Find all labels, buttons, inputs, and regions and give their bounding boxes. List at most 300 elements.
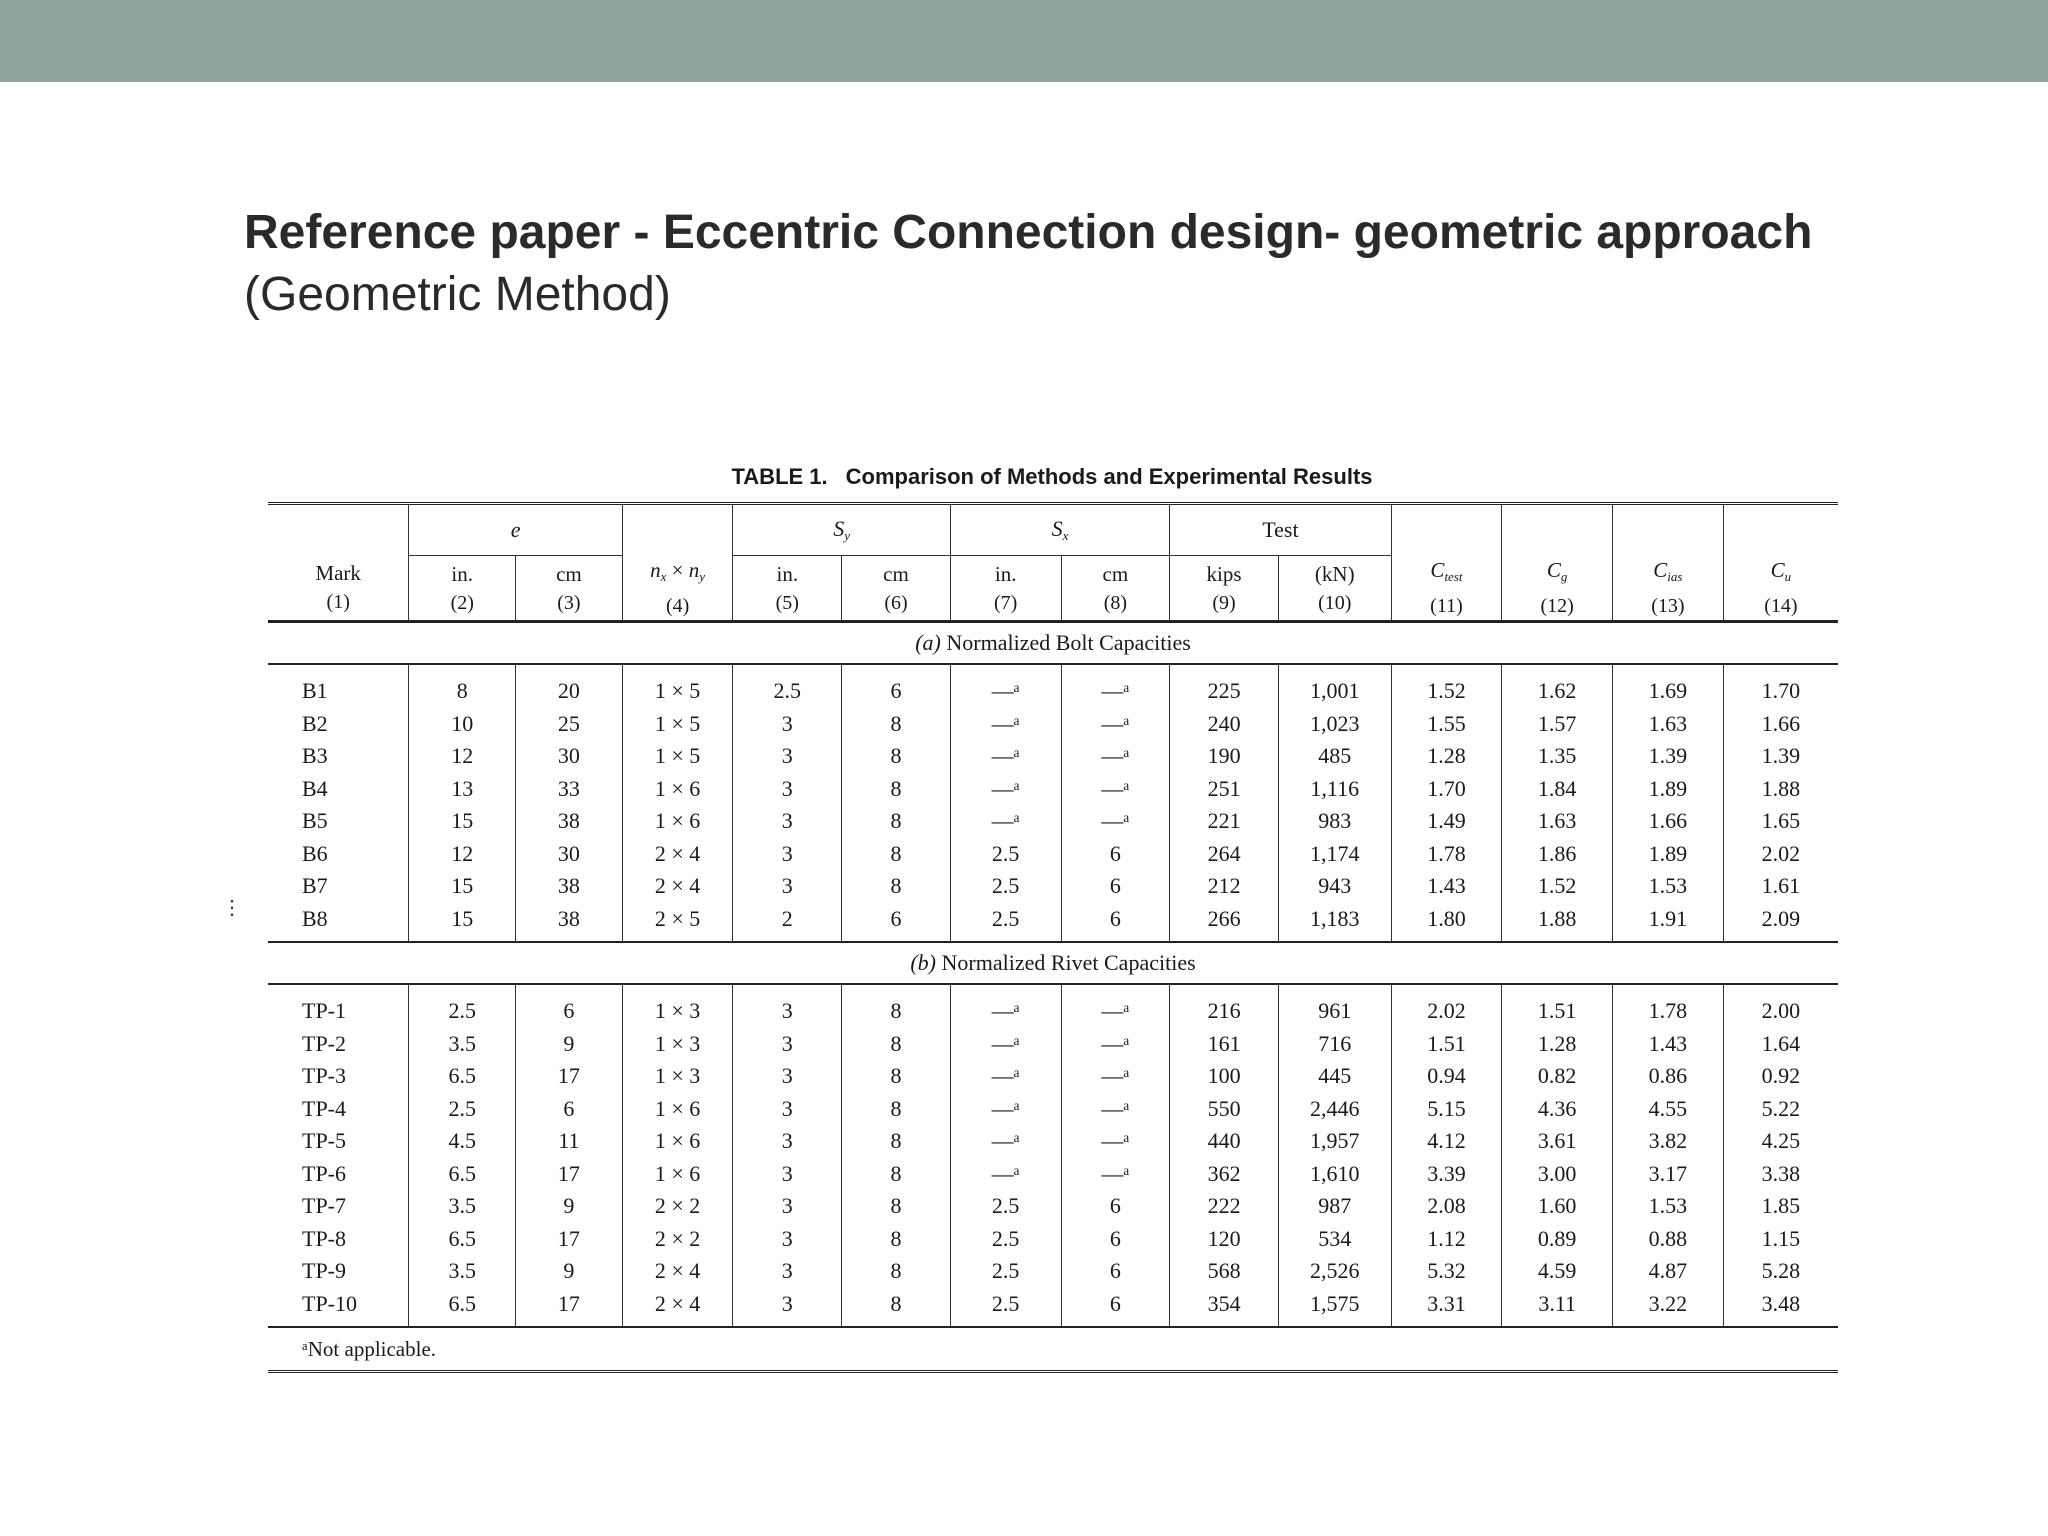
column-header: nx × ny (4) bbox=[622, 556, 733, 622]
table-cell: 1,610 bbox=[1278, 1158, 1391, 1191]
table-cell: 3 bbox=[733, 1093, 842, 1126]
row-mark: B4 bbox=[302, 775, 328, 801]
table-caption-label: TABLE 1. bbox=[731, 464, 828, 489]
table-cell: 225 bbox=[1170, 664, 1279, 708]
table-cell: 485 bbox=[1278, 740, 1391, 773]
row-mark: TP-7 bbox=[302, 1193, 346, 1219]
table-cell: 8 bbox=[409, 664, 516, 708]
header-blank bbox=[1502, 504, 1613, 556]
table-cell: 1.69 bbox=[1613, 664, 1724, 708]
table-cell: 8 bbox=[842, 805, 951, 838]
row-mark: TP-8 bbox=[302, 1225, 346, 1251]
table-cell: —ᵃ bbox=[950, 1060, 1061, 1093]
table-row bbox=[268, 1125, 1838, 1158]
table-cell: 1 × 6 bbox=[622, 1093, 733, 1126]
table-cell: 1.91 bbox=[1613, 903, 1724, 943]
table-footnote: ᵃNot applicable. bbox=[302, 1336, 437, 1361]
table-cell: 2.5 bbox=[950, 1223, 1061, 1256]
table-cell: 1,023 bbox=[1278, 708, 1391, 741]
table-row bbox=[268, 740, 1838, 773]
column-header: Ctest (11) bbox=[1391, 556, 1502, 622]
table-cell: 0.82 bbox=[1502, 1060, 1613, 1093]
table-cell: 1.63 bbox=[1613, 708, 1724, 741]
table-cell: 3 bbox=[733, 1223, 842, 1256]
column-header: kips (9) bbox=[1170, 556, 1279, 622]
table-cell: 3.17 bbox=[1613, 1158, 1724, 1191]
table-cell: 38 bbox=[516, 903, 623, 943]
table-cell: 550 bbox=[1170, 1093, 1279, 1126]
table-cell: 1,957 bbox=[1278, 1125, 1391, 1158]
table-cell: 1.39 bbox=[1723, 740, 1838, 773]
row-mark: B6 bbox=[302, 840, 328, 866]
table-cell: 2 × 4 bbox=[622, 838, 733, 871]
table-cell: —ᵃ bbox=[1061, 1158, 1170, 1191]
table-cell: 1.28 bbox=[1391, 740, 1502, 773]
table-cell: 17 bbox=[516, 1288, 623, 1328]
table-cell: 8 bbox=[842, 984, 951, 1028]
table-cell: 3.31 bbox=[1391, 1288, 1502, 1328]
table-cell: 5.32 bbox=[1391, 1255, 1502, 1288]
table-cell: 1.15 bbox=[1723, 1223, 1838, 1256]
column-header: (kN) (10) bbox=[1278, 556, 1391, 622]
table-cell: 1.28 bbox=[1502, 1028, 1613, 1061]
table-cell: 568 bbox=[1170, 1255, 1279, 1288]
table-cell: 3 bbox=[733, 708, 842, 741]
table-cell: 6 bbox=[1061, 1255, 1170, 1288]
table-cell: 13 bbox=[409, 773, 516, 806]
table-cell: —ᵃ bbox=[1061, 773, 1170, 806]
table-cell: 1,001 bbox=[1278, 664, 1391, 708]
table-cell: 1.85 bbox=[1723, 1190, 1838, 1223]
table-cell: 1.63 bbox=[1502, 805, 1613, 838]
table-cell: 943 bbox=[1278, 870, 1391, 903]
table-cell: 3 bbox=[733, 740, 842, 773]
table-cell: 2.5 bbox=[950, 870, 1061, 903]
table-row bbox=[268, 1288, 1838, 1328]
table-cell: 30 bbox=[516, 740, 623, 773]
row-mark: B8 bbox=[302, 905, 328, 931]
table-cell: 212 bbox=[1170, 870, 1279, 903]
table-cell: 8 bbox=[842, 838, 951, 871]
table-cell: 1.86 bbox=[1502, 838, 1613, 871]
row-mark: TP-10 bbox=[302, 1290, 357, 1316]
table-cell: 264 bbox=[1170, 838, 1279, 871]
table-cell: —ᵃ bbox=[1061, 664, 1170, 708]
table-cell: 3.5 bbox=[409, 1255, 516, 1288]
table-cell: 12 bbox=[409, 740, 516, 773]
section-header-rivet: (b) Normalized Rivet Capacities bbox=[268, 942, 1838, 984]
table-cell: 1,183 bbox=[1278, 903, 1391, 943]
table-cell: 3 bbox=[733, 1255, 842, 1288]
table-cell: 3 bbox=[733, 1060, 842, 1093]
table-cell: 1 × 6 bbox=[622, 1125, 733, 1158]
table-cell: —ᵃ bbox=[1061, 708, 1170, 741]
table-cell: 1.62 bbox=[1502, 664, 1613, 708]
table-cell: 1.52 bbox=[1391, 664, 1502, 708]
table-cell: 25 bbox=[516, 708, 623, 741]
table-cell: 17 bbox=[516, 1223, 623, 1256]
table-cell: 6 bbox=[842, 903, 951, 943]
table-cell: 5.15 bbox=[1391, 1093, 1502, 1126]
table-cell: 5.22 bbox=[1723, 1093, 1838, 1126]
table-cell: 8 bbox=[842, 1125, 951, 1158]
table-row bbox=[268, 1190, 1838, 1223]
table-cell: 2 × 4 bbox=[622, 1288, 733, 1328]
table-caption-text: Comparison of Methods and Experimental Results bbox=[845, 464, 1373, 489]
table-cell: 3 bbox=[733, 870, 842, 903]
table-cell: 1 × 6 bbox=[622, 805, 733, 838]
table-row bbox=[268, 984, 1838, 1028]
table-cell: 3 bbox=[733, 1125, 842, 1158]
table-row bbox=[268, 1060, 1838, 1093]
table-cell: 2.09 bbox=[1723, 903, 1838, 943]
table-cell: 1 × 3 bbox=[622, 984, 733, 1028]
table-cell: 1,174 bbox=[1278, 838, 1391, 871]
table-cell: —ᵃ bbox=[950, 1028, 1061, 1061]
table-row bbox=[268, 838, 1838, 871]
row-mark: TP-1 bbox=[302, 998, 346, 1024]
table-cell: —ᵃ bbox=[950, 773, 1061, 806]
table-cell: 17 bbox=[516, 1158, 623, 1191]
table-cell: —ᵃ bbox=[1061, 1060, 1170, 1093]
table-cell: 2.5 bbox=[733, 664, 842, 708]
table-cell: 3.61 bbox=[1502, 1125, 1613, 1158]
table-cell: 1 × 6 bbox=[622, 1158, 733, 1191]
table-cell: 1.43 bbox=[1613, 1028, 1724, 1061]
table-cell: 1.66 bbox=[1613, 805, 1724, 838]
header-blank bbox=[268, 504, 409, 556]
table-cell: 1.53 bbox=[1613, 1190, 1724, 1223]
column-header: Cg (12) bbox=[1502, 556, 1613, 622]
row-mark: B3 bbox=[302, 743, 328, 769]
table-cell: 9 bbox=[516, 1255, 623, 1288]
table-cell: —ᵃ bbox=[950, 1093, 1061, 1126]
table-cell: —ᵃ bbox=[950, 1158, 1061, 1191]
table-cell: 33 bbox=[516, 773, 623, 806]
table-cell: 8 bbox=[842, 708, 951, 741]
table-cell: 1.88 bbox=[1723, 773, 1838, 806]
table-cell: 445 bbox=[1278, 1060, 1391, 1093]
table-cell: 9 bbox=[516, 1028, 623, 1061]
bolt-rows bbox=[268, 664, 1838, 942]
group-header-sy: Sy bbox=[733, 504, 950, 556]
table-cell: 2 × 2 bbox=[622, 1190, 733, 1223]
table-cell: 1.70 bbox=[1391, 773, 1502, 806]
table-cell: 3.00 bbox=[1502, 1158, 1613, 1191]
table-cell: 8 bbox=[842, 1093, 951, 1126]
table-cell: 8 bbox=[842, 1288, 951, 1328]
table-cell: 4.5 bbox=[409, 1125, 516, 1158]
table-cell: 3 bbox=[733, 773, 842, 806]
table-row bbox=[268, 805, 1838, 838]
table-cell: 1 × 5 bbox=[622, 740, 733, 773]
table-row bbox=[268, 1028, 1838, 1061]
table-cell: 11 bbox=[516, 1125, 623, 1158]
slide-title-line: Reference paper - Eccentric Connection design- geometric approach bbox=[244, 206, 1813, 259]
table-cell: 2.02 bbox=[1723, 838, 1838, 871]
table-cell: 0.94 bbox=[1391, 1060, 1502, 1093]
table-cell: 2.5 bbox=[950, 1255, 1061, 1288]
table-cell: 716 bbox=[1278, 1028, 1391, 1061]
table-cell: 8 bbox=[842, 1060, 951, 1093]
table-cell: 216 bbox=[1170, 984, 1279, 1028]
side-marks: ⋮ bbox=[222, 895, 242, 919]
table-cell: 10 bbox=[409, 708, 516, 741]
column-header: in. (2) bbox=[409, 556, 516, 622]
column-header: in. (5) bbox=[733, 556, 842, 622]
table-cell: 15 bbox=[409, 805, 516, 838]
table-cell: 1.80 bbox=[1391, 903, 1502, 943]
table-cell: 251 bbox=[1170, 773, 1279, 806]
table-cell: 8 bbox=[842, 1223, 951, 1256]
table-cell: 2,526 bbox=[1278, 1255, 1391, 1288]
table-cell: 3.5 bbox=[409, 1190, 516, 1223]
table-cell: 1.88 bbox=[1502, 903, 1613, 943]
table-cell: 15 bbox=[409, 903, 516, 943]
table-row bbox=[268, 1093, 1838, 1126]
row-mark: B1 bbox=[302, 678, 328, 704]
table-cell: 1.65 bbox=[1723, 805, 1838, 838]
table-cell: 0.86 bbox=[1613, 1060, 1724, 1093]
table-cell: 100 bbox=[1170, 1060, 1279, 1093]
column-header: Cias (13) bbox=[1613, 556, 1724, 622]
table-cell: 17 bbox=[516, 1060, 623, 1093]
table-cell: 38 bbox=[516, 805, 623, 838]
table-cell: —ᵃ bbox=[1061, 1028, 1170, 1061]
table-cell: 1 × 5 bbox=[622, 708, 733, 741]
table-cell: 1.78 bbox=[1391, 838, 1502, 871]
table-cell: 534 bbox=[1278, 1223, 1391, 1256]
table-cell: 190 bbox=[1170, 740, 1279, 773]
table-cell: 1.64 bbox=[1723, 1028, 1838, 1061]
table-cell: 1.66 bbox=[1723, 708, 1838, 741]
row-mark: TP-5 bbox=[302, 1128, 346, 1154]
table-cell: 2.00 bbox=[1723, 984, 1838, 1028]
table-cell: 1.12 bbox=[1391, 1223, 1502, 1256]
table-cell: 2.5 bbox=[409, 984, 516, 1028]
table-cell: 8 bbox=[842, 1158, 951, 1191]
table-figure bbox=[262, 458, 1842, 1408]
table-row bbox=[268, 773, 1838, 806]
column-header: Mark (1) bbox=[268, 556, 409, 622]
table-cell: 1 × 6 bbox=[622, 773, 733, 806]
table-cell: 4.59 bbox=[1502, 1255, 1613, 1288]
table-cell: 1 × 3 bbox=[622, 1060, 733, 1093]
row-mark: TP-3 bbox=[302, 1063, 346, 1089]
table-cell: 3 bbox=[733, 1028, 842, 1061]
comparison-table bbox=[268, 502, 1838, 1375]
table-cell: 2 × 2 bbox=[622, 1223, 733, 1256]
table-cell: 8 bbox=[842, 870, 951, 903]
table-cell: 1.84 bbox=[1502, 773, 1613, 806]
table-cell: 1.61 bbox=[1723, 870, 1838, 903]
header-blank bbox=[1723, 504, 1838, 556]
table-cell: 9 bbox=[516, 1190, 623, 1223]
table-cell: 8 bbox=[842, 1190, 951, 1223]
table-cell: 5.28 bbox=[1723, 1255, 1838, 1288]
slide-subtitle: (Geometric Method) bbox=[244, 268, 671, 321]
table-cell: 1.78 bbox=[1613, 984, 1724, 1028]
table-cell: 222 bbox=[1170, 1190, 1279, 1223]
group-header-test: Test bbox=[1170, 504, 1391, 556]
table-cell: —ᵃ bbox=[1061, 805, 1170, 838]
table-cell: 221 bbox=[1170, 805, 1279, 838]
slide-header-bar bbox=[0, 0, 2048, 82]
rivet-rows bbox=[268, 984, 1838, 1327]
row-mark: TP-2 bbox=[302, 1030, 346, 1056]
table-cell: 1,116 bbox=[1278, 773, 1391, 806]
table-cell: 987 bbox=[1278, 1190, 1391, 1223]
row-mark: B5 bbox=[302, 808, 328, 834]
table-cell: 6.5 bbox=[409, 1060, 516, 1093]
table-cell: 3.82 bbox=[1613, 1125, 1724, 1158]
table-cell: 1 × 5 bbox=[622, 664, 733, 708]
table-cell: 3.38 bbox=[1723, 1158, 1838, 1191]
table-cell: 2,446 bbox=[1278, 1093, 1391, 1126]
table-cell: 2 × 4 bbox=[622, 1255, 733, 1288]
table-cell: 2.5 bbox=[409, 1093, 516, 1126]
table-cell: 983 bbox=[1278, 805, 1391, 838]
table-cell: 0.88 bbox=[1613, 1223, 1724, 1256]
header-blank bbox=[1613, 504, 1724, 556]
table-cell: 3 bbox=[733, 984, 842, 1028]
table-cell: 1.51 bbox=[1502, 984, 1613, 1028]
row-mark: B2 bbox=[302, 710, 328, 736]
table-cell: 1.60 bbox=[1502, 1190, 1613, 1223]
table-cell: 4.12 bbox=[1391, 1125, 1502, 1158]
table-cell: 4.36 bbox=[1502, 1093, 1613, 1126]
table-row bbox=[268, 1223, 1838, 1256]
row-mark: B7 bbox=[302, 873, 328, 899]
table-cell: 4.55 bbox=[1613, 1093, 1724, 1126]
table-cell: 1.43 bbox=[1391, 870, 1502, 903]
table-cell: 6 bbox=[1061, 838, 1170, 871]
slide-title bbox=[244, 202, 2004, 326]
table-cell: 6 bbox=[516, 984, 623, 1028]
table-row bbox=[268, 664, 1838, 708]
table-cell: 161 bbox=[1170, 1028, 1279, 1061]
header-blank bbox=[622, 504, 733, 556]
table-cell: 3 bbox=[733, 1288, 842, 1328]
table-cell: 1 × 3 bbox=[622, 1028, 733, 1061]
table-cell: 8 bbox=[842, 773, 951, 806]
column-header: Cu (14) bbox=[1723, 556, 1838, 622]
table-cell: 1.39 bbox=[1613, 740, 1724, 773]
table-cell: 2.5 bbox=[950, 1190, 1061, 1223]
column-header: cm (8) bbox=[1061, 556, 1170, 622]
table-row bbox=[268, 1158, 1838, 1191]
row-mark: TP-9 bbox=[302, 1258, 346, 1284]
table-cell: 1.89 bbox=[1613, 773, 1724, 806]
table-cell: 2.02 bbox=[1391, 984, 1502, 1028]
table-cell: 1.89 bbox=[1613, 838, 1724, 871]
table-cell: 0.89 bbox=[1502, 1223, 1613, 1256]
table-cell: 3 bbox=[733, 805, 842, 838]
table-cell: 2.5 bbox=[950, 903, 1061, 943]
table-cell: 8 bbox=[842, 1028, 951, 1061]
table-cell: —ᵃ bbox=[950, 984, 1061, 1028]
table-cell: 362 bbox=[1170, 1158, 1279, 1191]
table-cell: 0.92 bbox=[1723, 1060, 1838, 1093]
table-cell: —ᵃ bbox=[1061, 1125, 1170, 1158]
table-cell: —ᵃ bbox=[1061, 984, 1170, 1028]
table-cell: 3.22 bbox=[1613, 1288, 1724, 1328]
table-cell: 38 bbox=[516, 870, 623, 903]
table-cell: 6 bbox=[1061, 1190, 1170, 1223]
table-caption bbox=[262, 464, 1842, 490]
row-mark: TP-4 bbox=[302, 1095, 346, 1121]
table-cell: —ᵃ bbox=[950, 708, 1061, 741]
table-cell: 2 bbox=[733, 903, 842, 943]
table-row bbox=[268, 870, 1838, 903]
column-header: cm (3) bbox=[516, 556, 623, 622]
column-header: cm (6) bbox=[842, 556, 951, 622]
table-cell: —ᵃ bbox=[1061, 1093, 1170, 1126]
table-cell: —ᵃ bbox=[950, 664, 1061, 708]
table-cell: 1.57 bbox=[1502, 708, 1613, 741]
table-cell: 12 bbox=[409, 838, 516, 871]
table-cell: 2.5 bbox=[950, 838, 1061, 871]
group-header-sx: Sx bbox=[950, 504, 1169, 556]
table-cell: 6 bbox=[842, 664, 951, 708]
table-cell: 6 bbox=[1061, 870, 1170, 903]
table-cell: 3 bbox=[733, 838, 842, 871]
table-cell: 6 bbox=[516, 1093, 623, 1126]
table-cell: —ᵃ bbox=[950, 740, 1061, 773]
table-cell: 2 × 4 bbox=[622, 870, 733, 903]
table-cell: 2.5 bbox=[950, 1288, 1061, 1328]
table-cell: 6 bbox=[1061, 903, 1170, 943]
section-header-bolt: (a) Normalized Bolt Capacities bbox=[268, 622, 1838, 665]
table-cell: 30 bbox=[516, 838, 623, 871]
table-cell: 961 bbox=[1278, 984, 1391, 1028]
table-cell: 8 bbox=[842, 1255, 951, 1288]
table-cell: 6.5 bbox=[409, 1288, 516, 1328]
table-cell: 3 bbox=[733, 1190, 842, 1223]
table-cell: 3 bbox=[733, 1158, 842, 1191]
table-cell: 1.49 bbox=[1391, 805, 1502, 838]
row-mark: TP-6 bbox=[302, 1160, 346, 1186]
table-cell: 1.55 bbox=[1391, 708, 1502, 741]
table-cell: 1,575 bbox=[1278, 1288, 1391, 1328]
table-cell: 1.35 bbox=[1502, 740, 1613, 773]
column-header: in. (7) bbox=[950, 556, 1061, 622]
table-cell: 6 bbox=[1061, 1288, 1170, 1328]
table-cell: —ᵃ bbox=[950, 1125, 1061, 1158]
table-cell: 2.08 bbox=[1391, 1190, 1502, 1223]
table-cell: 3.5 bbox=[409, 1028, 516, 1061]
table-row bbox=[268, 903, 1838, 943]
table-cell: 4.25 bbox=[1723, 1125, 1838, 1158]
table-cell: 3.48 bbox=[1723, 1288, 1838, 1328]
table-cell: 354 bbox=[1170, 1288, 1279, 1328]
table-cell: 6.5 bbox=[409, 1158, 516, 1191]
table-cell: 440 bbox=[1170, 1125, 1279, 1158]
table-row bbox=[268, 708, 1838, 741]
table-cell: 1.53 bbox=[1613, 870, 1724, 903]
table-cell: 8 bbox=[842, 740, 951, 773]
table-cell: 240 bbox=[1170, 708, 1279, 741]
table-cell: 1.51 bbox=[1391, 1028, 1502, 1061]
group-header-e: e bbox=[409, 504, 622, 556]
table-row bbox=[268, 1255, 1838, 1288]
table-cell: 120 bbox=[1170, 1223, 1279, 1256]
table-cell: 2 × 5 bbox=[622, 903, 733, 943]
table-cell: 1.52 bbox=[1502, 870, 1613, 903]
table-rule bbox=[268, 1372, 1838, 1376]
table-cell: 1.70 bbox=[1723, 664, 1838, 708]
table-cell: 266 bbox=[1170, 903, 1279, 943]
